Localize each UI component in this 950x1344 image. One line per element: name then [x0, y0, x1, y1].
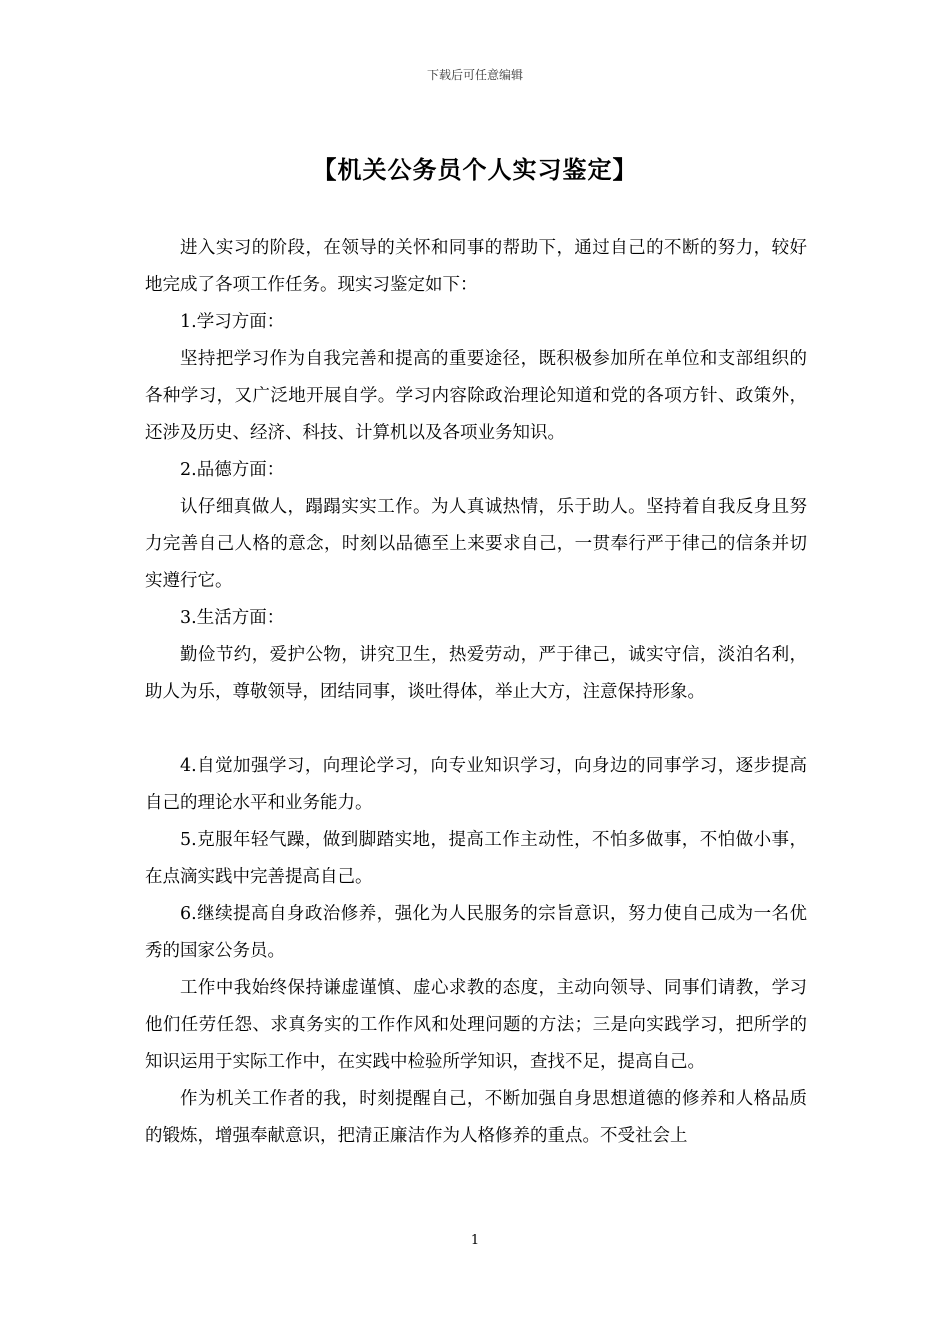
paragraph-morality: 认仔细真做人，蹋蹋实实工作。为人真诚热情，乐于助人。坚持着自我反身且努力完善自己人格的意念，时刻以品德至上来要求自己，一贯奉行严于律己的信条并切实遵行它。 [145, 497, 807, 591]
paragraph-item-6: 6.继续提高自身政治修养，强化为人民服务的宗旨意识，努力使自己成为一名优秀的国家公务员。 [145, 904, 807, 961]
section-heading-life: 3.生活方面： [180, 608, 285, 628]
paragraph-life: 勤俭节约，爱护公物，讲究卫生，热爱劳动，严于律己，诚实守信，淡泊名利，助人为乐，尊敬领导，团结同事，谈吐得体，举止大方，注意保持形象。 [145, 645, 807, 702]
paragraph-work-attitude: 工作中我始终保持谦虚谨慎、虚心求教的态度，主动向领导、同事们请教，学习他们任劳任怨、求真务实的工作作风和处理问题的方法；三是向实践学习，把所学的知识运用于实际工作中，在实践中检验所学知识，查找不足，提高自己。 [145, 978, 807, 1072]
paragraph-item-5: 5.克服年轻气躁，做到脚踏实地，提高工作主动性，不怕多做事，不怕做小事，在点滴实践中完善提高自己。 [145, 830, 807, 887]
paragraph-intro: 进入实习的阶段，在领导的关怀和同事的帮助下，通过自己的不断的努力，较好地完成了各项工作任务。现实习鉴定如下： [145, 238, 807, 295]
section-heading-study: 1.学习方面： [180, 312, 285, 332]
blank-line [145, 711, 807, 748]
section-heading-morality: 2.品德方面： [180, 460, 285, 480]
paragraph-item-4: 4.自觉加强学习，向理论学习，向专业知识学习，向身边的同事学习，逐步提高自己的理论水平和业务能力。 [145, 756, 807, 813]
paragraph-study: 坚持把学习作为自我完善和提高的重要途径，既积极参加所在单位和支部组织的各种学习，又广泛地开展自学。学习内容除政治理论知道和党的各项方针、政策外，还涉及历史、经济、科技、计算机以及各项业务知识。 [145, 349, 807, 443]
header-note: 下载后可任意编辑 [426, 68, 523, 82]
document-title: 【机关公务员个人实习鉴定】 [312, 155, 638, 184]
page-number: 1 [470, 1233, 480, 1248]
document-body [145, 230, 807, 1155]
paragraph-integrity: 作为机关工作者的我，时刻提醒自己，不断加强自身思想道德的修养和人格品质的锻炼，增强奉献意识，把清正廉洁作为人格修养的重点。不受社会上 [145, 1089, 807, 1146]
